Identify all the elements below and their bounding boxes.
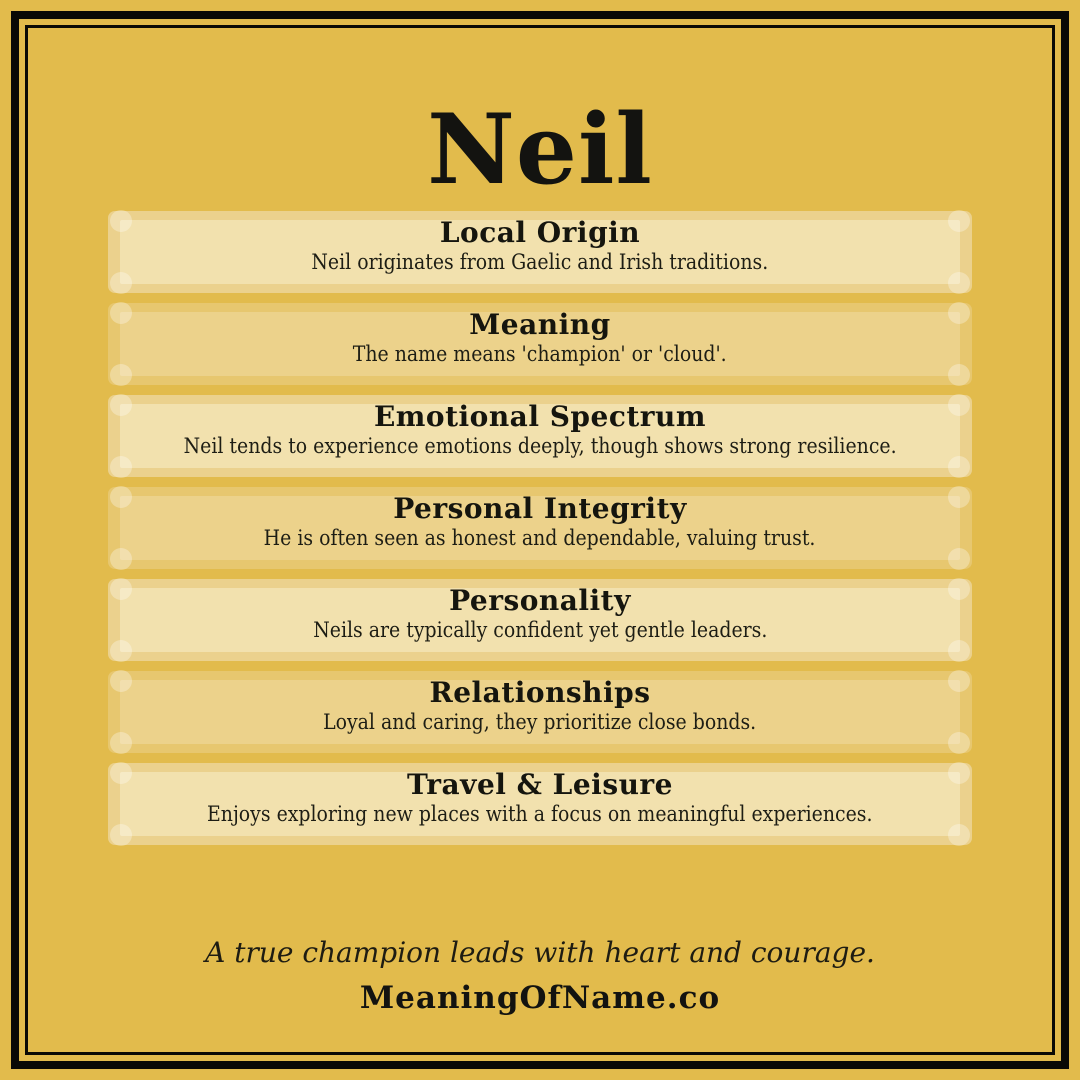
card-description: Neil tends to experience emotions deeply, though shows strong resilience. [183, 433, 897, 458]
card-title: Local Origin [439, 216, 641, 249]
card-description: Enjoys exploring new places with a focus on meaningful experiences. [207, 801, 873, 826]
card-content [108, 763, 972, 845]
card-description: The name means 'champion' or 'cloud'. [353, 341, 727, 366]
card-title: Travel & Leisure [406, 768, 673, 801]
footer-quote: A true champion leads with heart and courage. [205, 936, 875, 969]
card-personality [108, 579, 972, 661]
card-title: Personality [449, 584, 631, 617]
card-content [108, 303, 972, 385]
page-title: Neil [427, 93, 653, 207]
card-content [108, 579, 972, 661]
card-travel-leisure [108, 763, 972, 845]
card-meaning [108, 303, 972, 385]
card-title: Meaning [469, 308, 611, 341]
card-content [108, 487, 972, 569]
card-title: Emotional Spectrum [373, 400, 707, 433]
card-list [108, 211, 972, 855]
card-content [108, 395, 972, 477]
card-personal-integrity [108, 487, 972, 569]
footer-brand: MeaningOfName.co [359, 980, 721, 1016]
card-content [108, 211, 972, 293]
card-title: Personal Integrity [393, 492, 687, 525]
card-description: Neil originates from Gaelic and Irish traditions. [311, 249, 769, 274]
card-emotional-spectrum [108, 395, 972, 477]
card-description: Loyal and caring, they prioritize close bonds. [323, 709, 757, 734]
card-local-origin [108, 211, 972, 293]
card-description: He is often seen as honest and dependable, valuing trust. [264, 525, 816, 550]
card-relationships [108, 671, 972, 753]
card-description: Neils are typically confident yet gentle leaders. [312, 617, 768, 642]
card-title: Relationships [429, 676, 651, 709]
card-content [108, 671, 972, 753]
